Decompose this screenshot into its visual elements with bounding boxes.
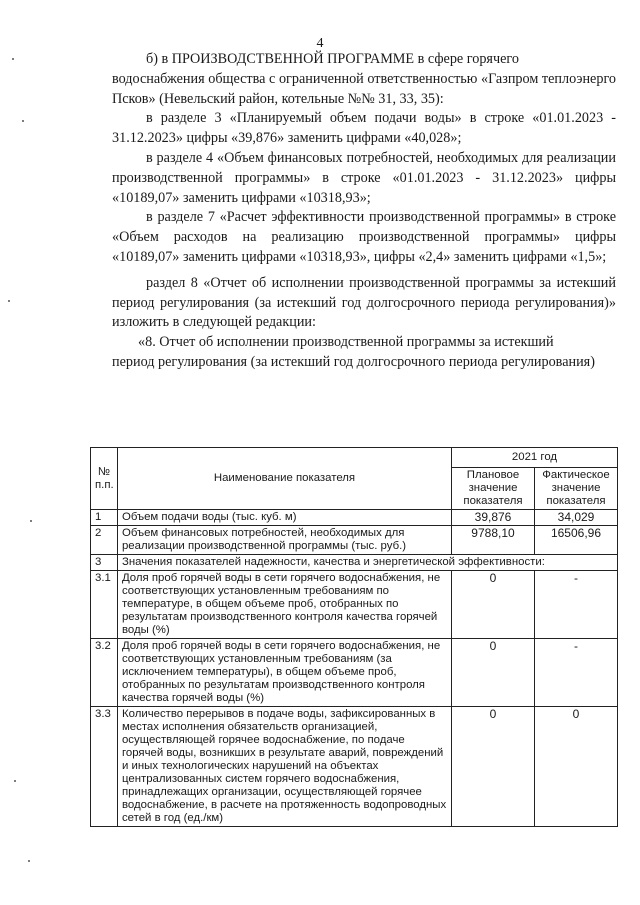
header-plan: Плановое значение показателя <box>452 468 535 510</box>
header-year: 2021 год <box>452 448 618 468</box>
row-num: 3.2 <box>91 639 118 707</box>
scan-speck <box>8 300 10 302</box>
paragraph-razdel-8: раздел 8 «Отчет об исполнении производственной программы за истекший период регулирования (за истекший год долгосрочного периода регулирования)» изложить в следующей редакции: <box>112 274 616 331</box>
scan-speck <box>12 58 14 60</box>
paragraph-b-rest: водоснабжения общества с ограниченной ответственностью «Газпром теплоэнерго Псков» (Невельский район, котельные №№ 31, 33, 35): <box>112 70 616 107</box>
document-body <box>0 50 640 373</box>
row-plan: 39,876 <box>452 510 535 526</box>
page-number: 4 <box>316 36 324 51</box>
header-num: № п.п. <box>91 448 118 510</box>
row-fact: - <box>534 571 617 639</box>
performance-report-table <box>90 447 618 827</box>
row-num: 3.3 <box>91 707 118 827</box>
row-plan: 0 <box>452 707 535 827</box>
scan-speck <box>30 520 32 522</box>
table-row <box>91 526 618 555</box>
scan-speck <box>28 860 30 862</box>
row-num: 3.1 <box>91 571 118 639</box>
row-num: 3 <box>91 555 118 571</box>
row-name: Доля проб горячей воды в сети горячего водоснабжения, не соответствующих установленным требованиям по температуре, в общем объеме проб, отобранных по результатам производственного контроля качества горячей воды (%) <box>117 571 451 639</box>
scan-speck <box>14 780 16 782</box>
row-fact: 34,029 <box>534 510 617 526</box>
row-name: Объем подачи воды (тыс. куб. м) <box>117 510 451 526</box>
row-plan: 0 <box>452 639 535 707</box>
paragraph-razdel-4: в разделе 4 «Объем финансовых потребностей, необходимых для реализации производственной программы» в строке «01.01.2023 - 31.12.2023» цифры «10189,07» заменить цифрами «10318,93»; <box>112 149 616 206</box>
table-row <box>91 510 618 526</box>
row-plan: 0 <box>452 571 535 639</box>
table-row <box>91 555 618 571</box>
row-fact: 16506,96 <box>534 526 617 555</box>
header-fact: Фактическое значение показателя <box>534 468 617 510</box>
row-num: 2 <box>91 526 118 555</box>
table-row <box>91 571 618 639</box>
scan-speck <box>22 120 24 122</box>
row-fact: 0 <box>534 707 617 827</box>
section-8-title-rest: период регулирования (за истекший год долгосрочного периода регулирования) <box>112 353 595 370</box>
header-name: Наименование показателя <box>117 448 451 510</box>
row-name: Значения показателей надежности, качества и энергетической эффективности: <box>117 555 617 571</box>
row-name: Объем финансовых потребностей, необходимых для реализации производственной программы (тыс. руб.) <box>117 526 451 555</box>
row-name: Доля проб горячей воды в сети горячего водоснабжения, не соответствующих установленным требованиям (за исключением температуры), в общем объеме проб, отобранных по результатам производственного контроля качества горячей воды (%) <box>117 639 451 707</box>
paragraph-b-line1: б) в ПРОИЗВОДСТВЕННОЙ ПРОГРАММЕ в сфере горячего <box>146 51 519 67</box>
table-row <box>91 639 618 707</box>
section-8-title-line1: «8. Отчет об исполнении производственной программы за истекший <box>138 334 554 351</box>
table-row <box>91 707 618 827</box>
row-plan: 9788,10 <box>452 526 535 555</box>
row-num: 1 <box>91 510 118 526</box>
paragraph-razdel-7: в разделе 7 «Расчет эффективности производственной программы» в строке «Объем расходов на реализацию производственной программы» цифры «10189,07» заменить цифрами «10318,93», цифры «2,4» заменить цифрами «1,5»; <box>112 209 616 265</box>
row-fact: - <box>534 639 617 707</box>
row-name: Количество перерывов в подаче воды, зафиксированных в местах исполнения обязательств организацией, осуществляющей горячее водоснабжение, по подаче горячей воды, возникших в результате аварий, повреждений и иных технологических нарушений на объектах централизованных систем горячего водоснабжения, принадлежащих организации, осуществляющей горячее водоснабжение, в расчете на протяженность водопроводных сетей в год (ед./км) <box>117 707 451 827</box>
paragraph-razdel-3: в разделе 3 «Планируемый объем подачи воды» в строке «01.01.2023 - 31.12.2023» цифры «39,876» заменить цифрами «40,028»; <box>112 110 616 147</box>
